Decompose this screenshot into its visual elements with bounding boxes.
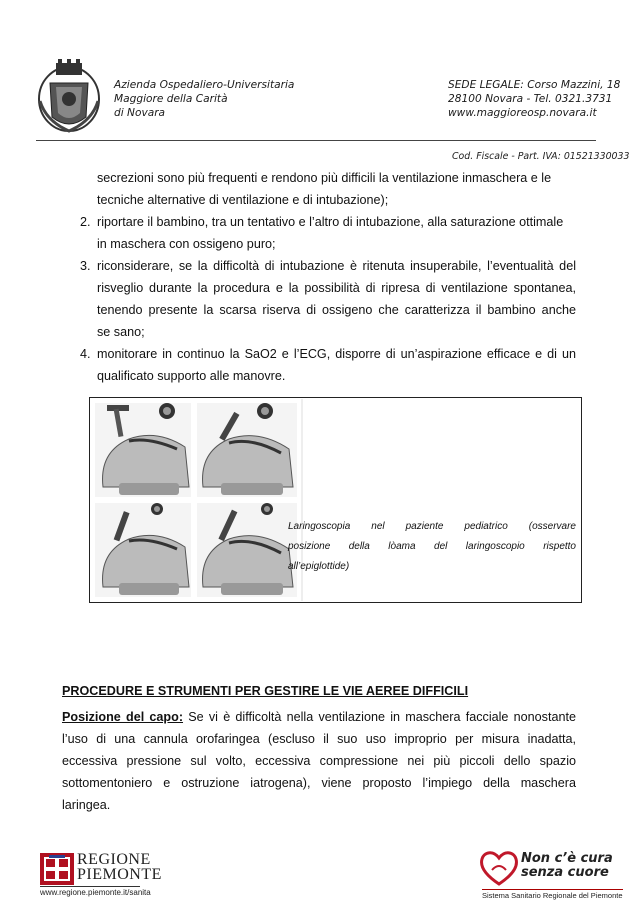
list-item [97, 255, 576, 343]
text-line: laringea. [62, 798, 111, 812]
regione-piemonte-logo-icon [40, 853, 74, 885]
text-line: riconsiderare, se la difficoltà di intubazione è ritenuta insuperabile, l’eventualità del [97, 259, 576, 273]
region-name-line: REGIONE [77, 851, 151, 868]
fiscal-code: Cod. Fiscale - Part. IVA: 01521330033 [452, 151, 630, 162]
header-divider [36, 140, 596, 141]
website-line: www.maggioreosp.novara.it [448, 107, 597, 119]
list-item [97, 211, 576, 255]
hospital-name-line: Azienda Ospedaliero-Universitaria [114, 79, 295, 91]
caption-line: Laringoscopia nel paziente pediatrico (osservare [288, 521, 576, 532]
laryngoscopy-panel-icon [197, 503, 297, 597]
caption-line: all’epiglottide) [288, 561, 350, 572]
hospital-crest-logo [36, 57, 102, 135]
slogan-line: Non c’è cura [521, 851, 613, 866]
text-line: secrezioni sono più frequenti e rendono più difficili la ventilazione inmaschera e le [97, 171, 552, 185]
campaign-subtitle: Sistema Sanitario Regionale del Piemonte [482, 891, 623, 900]
text-line [62, 706, 576, 728]
laryngoscopy-panel-icon [95, 503, 191, 597]
figure-caption [288, 517, 576, 557]
laryngoscopy-panel-icon [95, 403, 191, 497]
legal-address-block [448, 78, 620, 120]
text-line: eccessiva pressione sul volto, eccessiva compressione nei più piccoli dello spazio [62, 754, 576, 768]
legal-address-line: SEDE LEGALE: Corso Mazzini, 18 [448, 79, 621, 91]
text-line: tecniche alternative di ventilazione e di intubazione); [97, 193, 389, 207]
text-line: monitorare in continuo la SaO2 e l’ECG, disporre di un’aspirazione efficace e di un [97, 347, 576, 361]
text-line: sottomentoniero e ostruzione iatrogena), viene proposto l’impiego della maschera [62, 776, 576, 790]
text-run: Se vi è difficoltà nella ventilazione in maschera facciale nonostante [183, 710, 576, 724]
text-line: tenendo presente la scarsa riserva di ossigeno che caratterizza il bambino anche [97, 303, 576, 317]
caption-line: posizione della lòama del laringoscopio rispetto [288, 541, 576, 552]
heart-icon [478, 848, 520, 888]
hospital-name-line: Maggiore della Carità [114, 93, 228, 105]
text-line: l’uso di una cannula orofaringea (escluso il suo uso improprio per misura inadatta, [62, 732, 576, 746]
text-line: qualificato supporto alle manovre. [97, 369, 286, 383]
section-title: PROCEDURE E STRUMENTI PER GESTIRE LE VIE AEREE DIFFICILI [62, 684, 469, 698]
list-number: 4. [80, 347, 91, 361]
text-line: se sano; [97, 325, 145, 339]
hospital-name-block [114, 78, 294, 120]
slogan-line: senza cuore [521, 865, 609, 880]
text-line: risveglio durante la procedura e la possibilità di ripresa di ventilazione spontanea, [97, 281, 576, 295]
list-item [97, 343, 576, 387]
text-line: in maschera con ossigeno puro; [97, 237, 276, 251]
campaign-slogan [521, 852, 613, 880]
list-number: 3. [80, 259, 91, 273]
footer-divider [40, 886, 140, 887]
laryngoscopy-panel-icon [197, 403, 297, 497]
list-number: 2. [80, 215, 91, 229]
legal-phone-line: 28100 Novara - Tel. 0321.3731 [448, 93, 613, 105]
text-line: riportare il bambino, tra un tentativo e l’altro di intubazione, alla saturazione ottimale [97, 215, 564, 229]
paragraph-label: Posizione del capo: [62, 710, 184, 724]
region-name-line: PIEMONTE [77, 866, 162, 883]
list-item-continuation [97, 167, 576, 211]
body-paragraph [62, 706, 576, 816]
regione-piemonte-name [77, 852, 162, 882]
hospital-name-line: di Novara [114, 107, 166, 119]
region-url: www.regione.piemonte.it/sanita [40, 888, 151, 897]
